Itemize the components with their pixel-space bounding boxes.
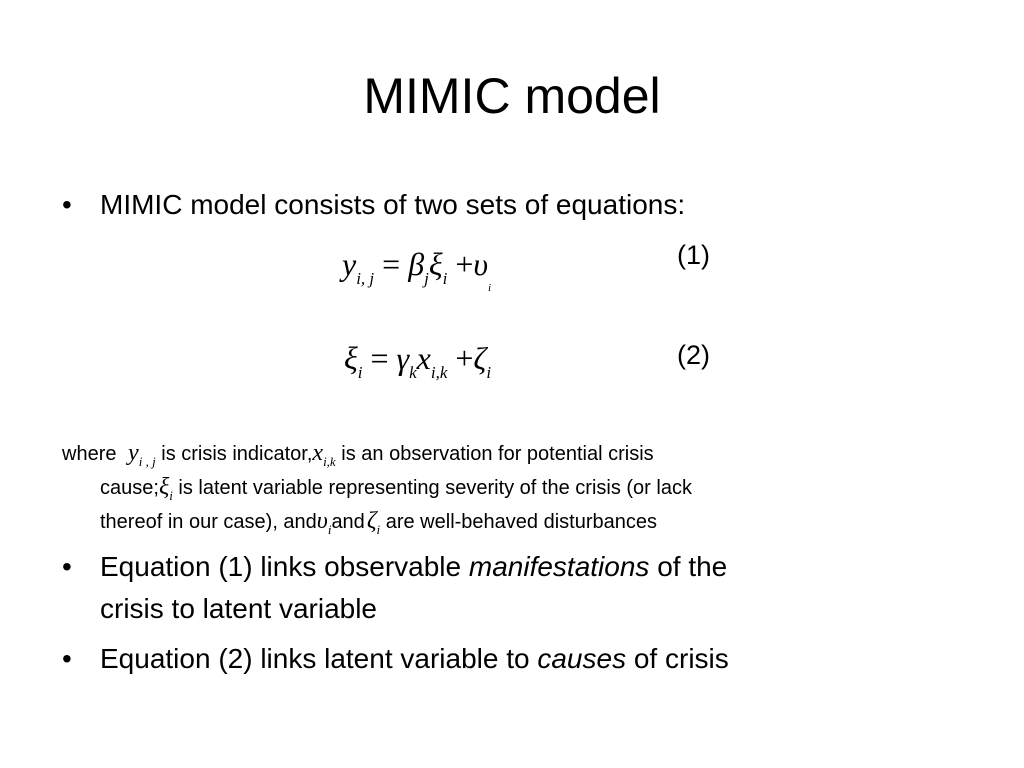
var-zeta: $\zeta_i$ <box>366 508 381 537</box>
var-y: $y_{i , j}$ <box>128 440 156 469</box>
eq1-xi-sub: i <box>442 269 448 288</box>
eq2-gamma: γ <box>396 340 410 376</box>
eq1-upsilon-sub: i <box>488 282 492 294</box>
eq1-equals: = <box>382 246 401 282</box>
def-x-text: is an observation for potential crisis <box>341 443 654 465</box>
slide-title: MIMIC model <box>363 68 661 124</box>
equation-1-number: (1) <box>677 240 710 270</box>
def-disturbance-text: are well-behaved disturbances <box>385 511 657 533</box>
bullet-text: MIMIC model consists of two sets of equations: <box>100 189 686 220</box>
eq1-plus: + <box>455 246 474 282</box>
eq1-xi: ξ <box>428 246 443 282</box>
var-xi: $\xi_i$ <box>158 474 173 503</box>
eq2-x-sub: i,k <box>430 363 448 382</box>
emphasis-manifestations: manifestations <box>468 551 650 582</box>
definitions-line-2 <box>100 470 692 505</box>
definitions-line-1 <box>62 436 654 471</box>
emphasis-causes: causes <box>537 643 627 674</box>
bullet-icon: • <box>62 189 72 220</box>
def-y-text: is crisis indicator, <box>161 443 313 465</box>
eq2-equals: = <box>370 340 389 376</box>
var-upsilon: $\upsilon_i$ <box>316 508 332 537</box>
eq2-plus: + <box>455 340 474 376</box>
eq1-upsilon: υ <box>473 246 489 282</box>
eq1-beta: β <box>408 246 425 282</box>
eq1-beta-sub: j <box>424 269 429 288</box>
eq1-lhs-sub: i, j <box>356 269 375 288</box>
eq1-lhs: y <box>342 246 357 282</box>
eq2-gamma-sub: k <box>409 363 417 382</box>
where-text: where <box>62 443 117 465</box>
bullet-icon: • <box>62 643 72 674</box>
bullet-icon: • <box>62 551 72 582</box>
eq2-lhs: ξ <box>344 340 358 376</box>
equation-2 <box>344 340 492 382</box>
eq2-lhs-sub: i <box>357 363 363 382</box>
and-text: and <box>331 511 365 533</box>
var-x: $x_{i,k}$ <box>312 440 336 469</box>
def-xi-text: is latent variable representing severity of the crisis (or lack <box>178 477 692 499</box>
cause-text: cause; <box>100 477 159 499</box>
bullet-text: Equation (2) links latent variable to causes of crisis <box>100 643 729 674</box>
definitions-line-3 <box>100 504 657 539</box>
eq2-zeta-sub: i <box>486 363 492 382</box>
thereof-text: thereof in our case), and <box>100 511 317 533</box>
bullet-text: Equation (1) links observable manifestations of the <box>100 551 728 582</box>
equation-2-number: (2) <box>677 340 710 370</box>
eq2-zeta: ζ <box>473 340 487 376</box>
eq2-x: x <box>416 340 431 376</box>
equation-1 <box>342 246 492 294</box>
bullet-text-continued: crisis to latent variable <box>100 593 378 624</box>
